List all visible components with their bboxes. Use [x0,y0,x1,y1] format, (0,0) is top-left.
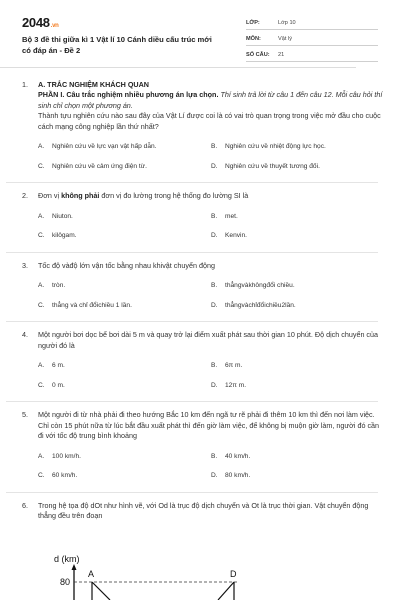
meta-value: Vật lý [278,35,292,42]
option-d[interactable]: D. thẳngvàchỉđổichiều2lần. [211,301,296,309]
point-d-label: D [230,569,237,579]
option-c[interactable]: C. kilôgam. [38,232,77,240]
question-number: 1. [22,80,28,89]
option-a[interactable]: A. 100 km/h. [38,452,81,460]
graph-svg [22,548,242,600]
option-c[interactable]: C. 0 m. [38,381,65,389]
option-a[interactable]: A. tròn. [38,282,66,290]
meta-value: Lớp 10 [278,19,296,26]
answer-options [38,452,384,481]
option-a[interactable]: A. Niuton. [38,212,73,220]
y-axis-label: d (km) [54,554,80,564]
option-d[interactable]: D. 12π m. [211,381,247,389]
point-a-label: A [88,569,95,579]
meta-value: 21 [278,51,285,58]
option-b[interactable]: B. 6π m. [211,362,243,370]
question-4 [22,330,378,390]
question-2 [22,191,378,241]
graph-segment [218,582,234,600]
option-c[interactable]: C. 60 km/h. [38,472,78,480]
question-text: Một người bơi dọc bể bơi dài 5 m và quay trở lại điểm xuất phát sau thời gian 10 phút. Độ dịch chuyển của người đó là [38,330,379,350]
question-text: Thành tựu nghiên cứu nào sau đây của Vật Lí được coi là có vai trò quan trọng trong việc mở đầu cho cuộc cách mạng công nghiệp lần thứ nhất? [38,111,381,131]
option-d[interactable]: D. Kenvin. [211,232,247,240]
y-axis-arrow [72,564,77,570]
question-1 [22,80,383,171]
question-3 [22,261,378,311]
answer-options [38,281,384,310]
option-a[interactable]: A. Nghiên cứu về lực vạn vật hấp dẫn. [38,143,157,151]
option-b[interactable]: B. Nghiên cứu về nhiệt động lực học. [211,143,326,151]
document-header [22,14,378,64]
meta-key: SỐ CÂU: [246,51,270,58]
option-a[interactable]: A. 6 m. [38,362,65,370]
question-list [22,80,383,528]
graph-segment [92,582,110,600]
option-b[interactable]: B. 40 km/h. [211,452,251,460]
document-title: Bộ 3 đề thi giữa kì 1 Vật lí 10 Cánh diều cấu trúc mới có đáp án - Đề 2 [22,35,212,55]
meta-row-class [246,17,378,30]
option-d[interactable]: D. Nghiên cứu về thuyết tương đối. [211,162,320,170]
exam-meta-table [246,17,378,65]
answer-options [38,361,384,390]
question-text: Trong hệ tọa độ dOt như hình vẽ, với Od là trục độ dịch chuyển và Ot là trục thời gian. Vật chuyển động thẳng đều trên đoạn [38,500,369,521]
motion-graph [22,548,242,600]
meta-row-subject [246,33,378,46]
question-number: 2. [22,191,28,201]
option-b[interactable]: B. met. [211,212,238,220]
question-text: Một người đi từ nhà phải đi theo hướng Bắc 10 km đến ngã tư rẽ phải đi thêm 10 km thì đến nơi làm việc. Chỉ còn 15 phút nữa từ lúc bắt đầu xuất phát thì đến giờ làm việc, để không bị muộn giờ làm, người đó cần đi với tốc độ trung bình khoảng [38,410,380,441]
question-divider [6,321,378,322]
question-number: 6. [22,500,28,510]
option-d[interactable]: D. 80 km/h. [211,472,251,480]
meta-key: LỚP: [246,19,260,26]
question-divider [6,252,378,253]
question-5 [22,410,378,480]
meta-key: MÔN: [246,35,261,42]
part-instructions: PHẦN I. Câu trắc nghiệm nhiều phương án lựa chọn. Thí sinh trả lời từ câu 1 đến câu 12. Mỗi câu hỏi thí sinh chỉ chọn một phương án. [38,90,383,110]
answer-options [38,212,384,241]
meta-row-count [246,49,378,62]
question-number: 3. [22,260,28,270]
option-c[interactable]: C. thẳng và chỉ đổichiều 1 lần. [38,301,132,309]
site-logo[interactable]: 2048.vn [22,15,59,30]
question-divider [6,401,378,402]
question-text: Đơn vị không phải đơn vị đo lường trong hệ thống đo lường SI là [38,191,249,201]
y-tick-label: 80 [60,577,71,587]
question-number: 5. [22,410,28,420]
question-text: Tốc độ vàđộ lớn vận tốc bằng nhau khivật chuyển động [38,260,215,270]
option-c[interactable]: C. Nghiên cứu về cảm ứng điện từ. [38,162,147,170]
question-number: 4. [22,330,28,340]
answer-options [38,142,384,171]
option-b[interactable]: B. thẳngvàkhôngđổi chiều. [211,282,295,290]
header-divider [0,67,356,68]
question-6 [22,501,378,522]
question-divider [6,492,378,493]
section-heading: A. TRẮC NGHIỆM KHÁCH QUAN [38,80,150,89]
question-divider [6,182,378,183]
